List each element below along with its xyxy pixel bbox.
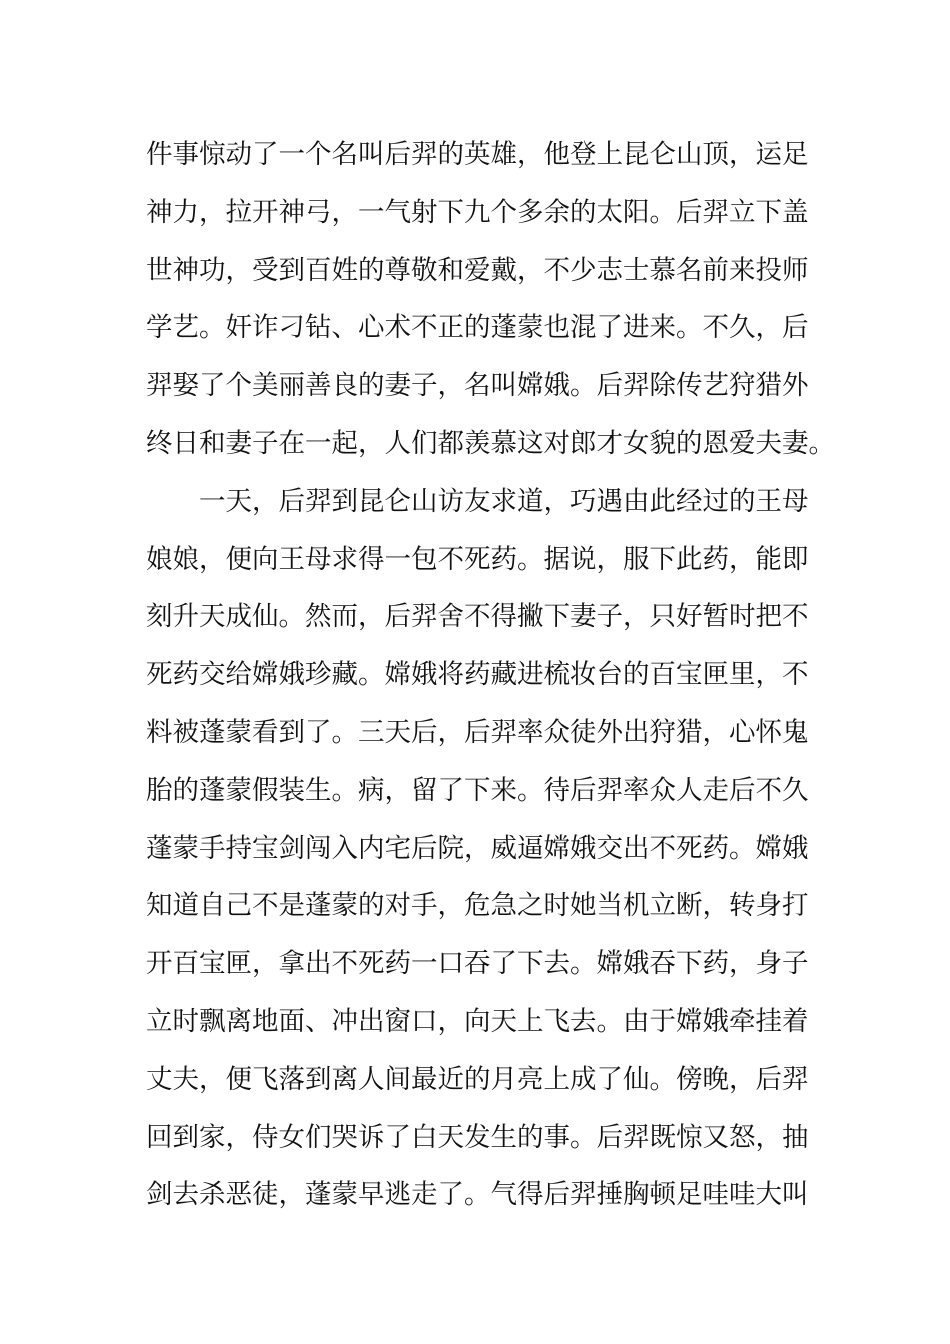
- text-line: 娘娘，便向王母求得一包不死药。据说，服下此药，能即: [146, 543, 809, 575]
- text-line: 羿娶了个美丽善良的妻子，名叫嫦娥。后羿除传艺狩猎外: [146, 370, 809, 402]
- text-line: 刻升天成仙。然而，后羿舍不得撇下妻子，只好暂时把不: [146, 601, 809, 633]
- text-line: 世神功，受到百姓的尊敬和爱戴，不少志士慕名前来投师: [146, 254, 809, 286]
- text-line: 知道自己不是蓬蒙的对手，危急之时她当机立断，转身打: [146, 890, 809, 922]
- text-line: 胎的蓬蒙假装生。病，留了下来。待后羿率众人走后不久: [146, 774, 809, 806]
- text-line: 学艺。奸诈刁钻、心术不正的蓬蒙也混了进来。不久，后: [146, 312, 809, 344]
- text-line: 终日和妻子在一起，人们都羡慕这对郎才女貌的恩爱夫妻。: [146, 427, 835, 459]
- text-line: 剑去杀恶徒，蓬蒙早逃走了。气得后羿捶胸顿足哇哇大叫: [146, 1179, 809, 1211]
- text-line: 一天，后羿到昆仑山访友求道，巧遇由此经过的王母: [146, 485, 809, 517]
- text-line: 件事惊动了一个名叫后羿的英雄，他登上昆仑山顶，运足: [146, 139, 809, 170]
- text-line: 蓬蒙手持宝剑闯入内宅后院，威逼嫦娥交出不死药。嫦娥: [146, 832, 809, 864]
- text-line: 丈夫，便飞落到离人间最近的月亮上成了仙。傍晚，后羿: [146, 1063, 809, 1095]
- text-line: 神力，拉开神弓，一气射下九个多余的太阳。后羿立下盖: [146, 196, 809, 228]
- text-line: 死药交给嫦娥珍藏。嫦娥将药藏进梳妆台的百宝匣里，不: [146, 659, 809, 691]
- text-line: 回到家，侍女们哭诉了白天发生的事。后羿既惊又怒，抽: [146, 1121, 809, 1153]
- text-line: 料被蓬蒙看到了。三天后，后羿率众徒外出狩猎，心怀鬼: [146, 716, 809, 748]
- body-text: [146, 126, 835, 1224]
- text-line: 开百宝匣，拿出不死药一口吞了下去。嫦娥吞下药，身子: [146, 948, 809, 980]
- text-line: 立时飘离地面、冲出窗口，向天上飞去。由于嫦娥牵挂着: [146, 1005, 809, 1037]
